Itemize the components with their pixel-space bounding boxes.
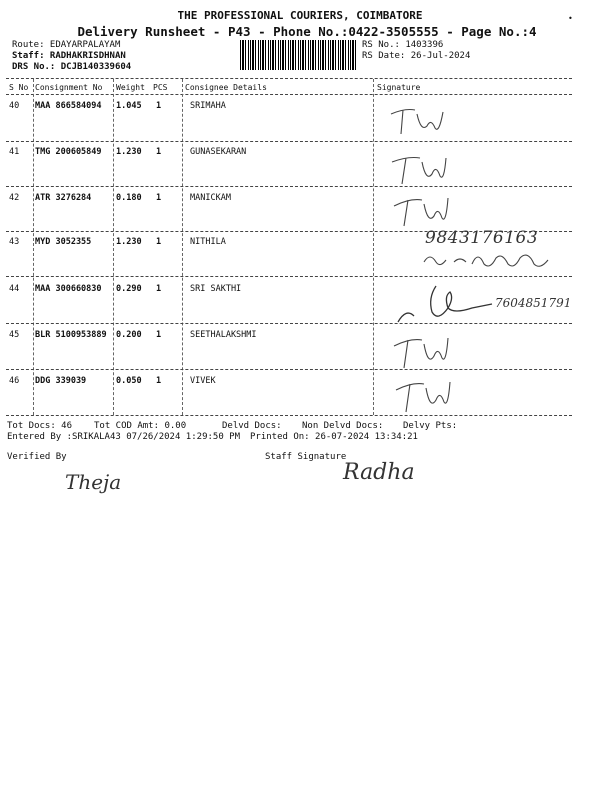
verified-by-label: Verified By [7, 452, 67, 462]
row-consignment: MAA 300660830 [35, 284, 102, 294]
handwritten-signature [388, 150, 448, 188]
rs-number: RS No.: 1403396 [362, 40, 444, 50]
handwritten-signature [390, 332, 450, 372]
staff-signature-label: Staff Signature [265, 452, 347, 462]
row-sno: 40 [9, 101, 20, 111]
row-weight: 0.050 [116, 376, 142, 386]
row-weight: 0.290 [116, 284, 142, 294]
route-label: Route: EDAYARPALAYAM [12, 40, 121, 50]
row-consignee: MANICKAM [190, 193, 231, 203]
row-sno: 44 [9, 284, 20, 294]
row-sno: 46 [9, 376, 20, 386]
row-consignment: DDG 339039 [35, 376, 87, 386]
row-sno: 41 [9, 147, 20, 157]
handwritten-signature [392, 278, 502, 326]
column-header-consignment: Consignment No [35, 83, 103, 92]
row-consignee: GUNASEKARAN [190, 147, 247, 157]
table-bottom-rule [6, 415, 572, 416]
delivered-docs: Delvd Docs: [222, 421, 282, 431]
table-top-rule [6, 78, 572, 79]
row-pcs: 1 [156, 101, 162, 111]
row-pcs: 1 [156, 330, 162, 340]
entered-by: Entered By :SRIKALA43 07/26/2024 1:29:50 PM [7, 432, 240, 442]
column-header-sno: S No [9, 83, 29, 92]
row-weight: 1.045 [116, 101, 142, 111]
handwritten-signature [392, 376, 452, 416]
column-header-signature: Signature [377, 83, 421, 92]
row-rule [6, 141, 572, 142]
row-pcs: 1 [156, 284, 162, 294]
row-consignment: MAA 866584094 [35, 101, 102, 111]
staff-signature: Radha [343, 460, 415, 485]
row-sno: 43 [9, 237, 20, 247]
verifier-signature: Theja [65, 470, 122, 494]
non-delivered-docs: Non Delvd Docs: [302, 421, 384, 431]
column-header-weight: Weight [116, 83, 145, 92]
handwritten-signature [390, 192, 450, 230]
row-weight: 1.230 [116, 147, 142, 157]
handwritten-signature [385, 104, 445, 140]
row-rule [6, 369, 572, 370]
row-consignment: BLR 5100953889 [35, 330, 107, 340]
handwritten-phone: 9843176163 [425, 228, 539, 248]
row-consignment: MYD 3052355 [35, 237, 92, 247]
row-pcs: 1 [156, 147, 162, 157]
table-header-rule [6, 94, 572, 95]
column-divider [182, 79, 183, 415]
row-rule [6, 186, 572, 187]
corner-mark: • [568, 14, 573, 23]
row-consignee: NITHILA [190, 237, 226, 247]
row-consignee: SRIMAHA [190, 101, 226, 111]
row-weight: 0.180 [116, 193, 142, 203]
column-header-consignee: Consignee Details [185, 83, 267, 92]
total-docs: Tot Docs: 46 [7, 421, 73, 431]
document-title: THE PROFESSIONAL COURIERS, COIMBATORE [177, 9, 423, 22]
row-sno: 45 [9, 330, 20, 340]
document-subtitle: Delivery Runsheet - P43 - Phone No.:0422-3505555 - Page No.:4 [77, 24, 537, 39]
column-header-pcs: PCS [153, 83, 168, 92]
column-divider [33, 79, 34, 415]
barcode [240, 40, 358, 70]
row-pcs: 1 [156, 237, 162, 247]
row-consignment: TMG 200605849 [35, 147, 102, 157]
rs-date: RS Date: 26-Jul-2024 [362, 51, 471, 61]
row-sno: 42 [9, 193, 20, 203]
drs-number: DRS No.: DCJB140339604 [12, 62, 132, 72]
row-rule [6, 276, 572, 277]
delivery-points: Delvy Pts: [403, 421, 458, 431]
printed-on: Printed On: 26-07-2024 13:34:21 [250, 432, 418, 442]
row-weight: 0.200 [116, 330, 142, 340]
row-consignee: SRI SAKTHI [190, 284, 242, 294]
staff-label: Staff: RADHAKRISDHNAN [12, 51, 126, 61]
column-divider [113, 79, 114, 415]
handwritten-tamil-note [420, 246, 560, 272]
row-consignment: ATR 3276284 [35, 193, 92, 203]
row-consignee: SEETHALAKSHMI [190, 330, 257, 340]
row-consignee: VIVEK [190, 376, 216, 386]
row-weight: 1.230 [116, 237, 142, 247]
total-cod-amount: Tot COD Amt: 0.00 [94, 421, 187, 431]
handwritten-phone: 7604851791 [495, 296, 572, 310]
row-pcs: 1 [156, 376, 162, 386]
row-pcs: 1 [156, 193, 162, 203]
column-divider [373, 79, 374, 415]
